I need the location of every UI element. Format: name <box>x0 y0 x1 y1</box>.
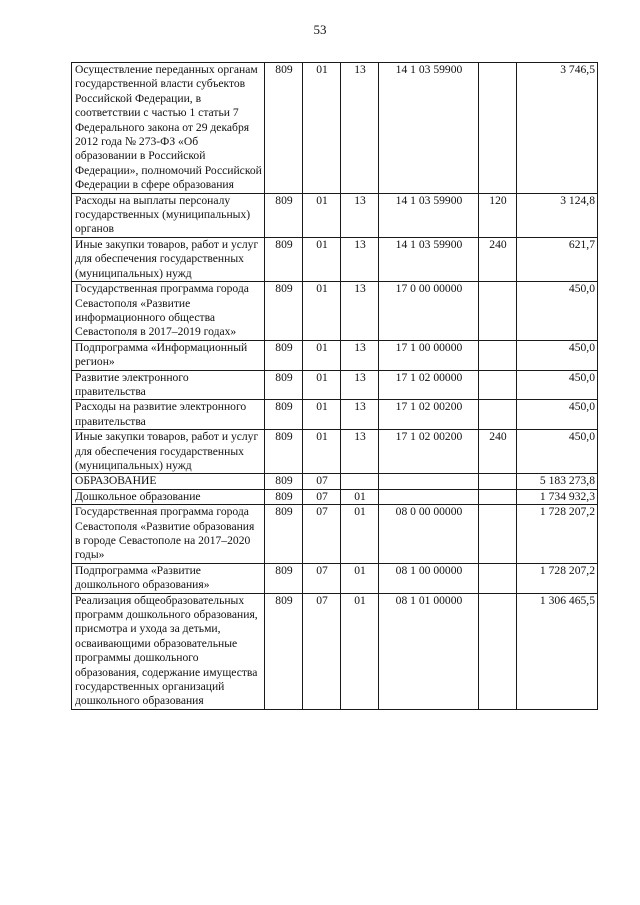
expense-name-cell: Расходы на выплаты персоналу государственных (муниципальных) органов <box>72 193 265 237</box>
expense-name-cell: Подпрограмма «Информационный регион» <box>72 340 265 370</box>
target-article-cell <box>379 474 479 489</box>
table-row <box>72 505 598 564</box>
subsection-code-cell: 13 <box>341 340 379 370</box>
amount-cell: 3 124,8 <box>517 193 598 237</box>
section-code-cell: 07 <box>303 474 341 489</box>
section-code-cell: 01 <box>303 282 341 341</box>
page-number: 53 <box>313 22 327 37</box>
section-code-cell: 01 <box>303 370 341 400</box>
expense-type-cell <box>479 400 517 430</box>
amount-cell: 3 746,5 <box>517 63 598 194</box>
expense-name-cell: Государственная программа города Севастополя «Развитие информационного общества Севастополя в 2017–2019 годах» <box>72 282 265 341</box>
department-code-cell: 809 <box>265 63 303 194</box>
expense-type-cell <box>479 474 517 489</box>
target-article-cell: 14 1 03 59900 <box>379 237 479 281</box>
target-article-cell: 17 1 02 00000 <box>379 370 479 400</box>
target-article-cell: 08 1 01 00000 <box>379 593 479 709</box>
table-row <box>72 193 598 237</box>
target-article-cell: 17 1 00 00000 <box>379 340 479 370</box>
section-code-cell: 01 <box>303 400 341 430</box>
section-code-cell: 01 <box>303 340 341 370</box>
table-row <box>72 340 598 370</box>
table-row <box>72 237 598 281</box>
target-article-cell: 14 1 03 59900 <box>379 63 479 194</box>
expense-name-cell: Государственная программа города Севастополя «Развитие образования в городе Севастополе на 2017–2020 годы» <box>72 505 265 564</box>
target-article-cell: 14 1 03 59900 <box>379 193 479 237</box>
department-code-cell: 809 <box>265 237 303 281</box>
expense-name-cell: Осуществление переданных органам государственной власти субъектов Российской Федерации, в соответствии с частью 1 статьи 7 Федерального закона от 29 декабря 2012 года № 273-ФЗ «Об образовании в Российской Федерации», полномочий Российской Федерации в сфере образования <box>72 63 265 194</box>
expense-type-cell <box>479 505 517 564</box>
subsection-code-cell: 01 <box>341 505 379 564</box>
target-article-cell: 08 1 00 00000 <box>379 563 479 593</box>
subsection-code-cell: 01 <box>341 563 379 593</box>
table-row <box>72 593 598 709</box>
section-code-cell: 01 <box>303 193 341 237</box>
department-code-cell: 809 <box>265 370 303 400</box>
section-code-cell: 07 <box>303 505 341 564</box>
expense-name-cell: Расходы на развитие электронного правительства <box>72 400 265 430</box>
budget-table <box>71 62 598 710</box>
target-article-cell: 17 1 02 00200 <box>379 400 479 430</box>
department-code-cell: 809 <box>265 400 303 430</box>
section-code-cell: 07 <box>303 489 341 504</box>
department-code-cell: 809 <box>265 430 303 474</box>
expense-type-cell <box>479 282 517 341</box>
subsection-code-cell: 13 <box>341 370 379 400</box>
expense-name-cell: Иные закупки товаров, работ и услуг для обеспечения государственных (муниципальных) нужд <box>72 430 265 474</box>
table-row <box>72 282 598 341</box>
expense-type-cell: 120 <box>479 193 517 237</box>
table-row <box>72 430 598 474</box>
department-code-cell: 809 <box>265 340 303 370</box>
expense-name-cell: Реализация общеобразовательных программ дошкольного образования, присмотра и ухода за детьми, осваивающими образовательные программы дошкольного образования, содержание имущества государственных организаций дошкольного образования <box>72 593 265 709</box>
department-code-cell: 809 <box>265 593 303 709</box>
department-code-cell: 809 <box>265 563 303 593</box>
section-code-cell: 01 <box>303 237 341 281</box>
department-code-cell: 809 <box>265 282 303 341</box>
expense-type-cell <box>479 340 517 370</box>
expense-type-cell <box>479 489 517 504</box>
section-code-cell: 01 <box>303 63 341 194</box>
subsection-code-cell: 01 <box>341 489 379 504</box>
amount-cell: 450,0 <box>517 400 598 430</box>
subsection-code-cell: 13 <box>341 193 379 237</box>
target-article-cell <box>379 489 479 504</box>
department-code-cell: 809 <box>265 193 303 237</box>
amount-cell: 1 734 932,3 <box>517 489 598 504</box>
amount-cell: 450,0 <box>517 370 598 400</box>
expense-name-cell: ОБРАЗОВАНИЕ <box>72 474 265 489</box>
table-row <box>72 489 598 504</box>
amount-cell: 450,0 <box>517 282 598 341</box>
expense-name-cell: Дошкольное образование <box>72 489 265 504</box>
amount-cell: 1 728 207,2 <box>517 505 598 564</box>
expense-type-cell <box>479 593 517 709</box>
department-code-cell: 809 <box>265 505 303 564</box>
section-code-cell: 07 <box>303 563 341 593</box>
amount-cell: 1 306 465,5 <box>517 593 598 709</box>
expense-name-cell: Иные закупки товаров, работ и услуг для обеспечения государственных (муниципальных) нужд <box>72 237 265 281</box>
department-code-cell: 809 <box>265 474 303 489</box>
amount-cell: 450,0 <box>517 430 598 474</box>
subsection-code-cell: 13 <box>341 237 379 281</box>
target-article-cell: 08 0 00 00000 <box>379 505 479 564</box>
expense-type-cell: 240 <box>479 237 517 281</box>
amount-cell: 450,0 <box>517 340 598 370</box>
section-code-cell: 01 <box>303 430 341 474</box>
table-row <box>72 563 598 593</box>
department-code-cell: 809 <box>265 489 303 504</box>
table-row <box>72 370 598 400</box>
expense-name-cell: Развитие электронного правительства <box>72 370 265 400</box>
subsection-code-cell: 13 <box>341 282 379 341</box>
amount-cell: 621,7 <box>517 237 598 281</box>
expense-type-cell: 240 <box>479 430 517 474</box>
table-row <box>72 63 598 194</box>
subsection-code-cell: 01 <box>341 593 379 709</box>
expense-type-cell <box>479 563 517 593</box>
subsection-code-cell <box>341 474 379 489</box>
table-row <box>72 474 598 489</box>
expense-type-cell <box>479 63 517 194</box>
subsection-code-cell: 13 <box>341 63 379 194</box>
subsection-code-cell: 13 <box>341 430 379 474</box>
expense-type-cell <box>479 370 517 400</box>
subsection-code-cell: 13 <box>341 400 379 430</box>
expense-name-cell: Подпрограмма «Развитие дошкольного образования» <box>72 563 265 593</box>
table-row <box>72 400 598 430</box>
amount-cell: 1 728 207,2 <box>517 563 598 593</box>
section-code-cell: 07 <box>303 593 341 709</box>
target-article-cell: 17 0 00 00000 <box>379 282 479 341</box>
amount-cell: 5 183 273,8 <box>517 474 598 489</box>
target-article-cell: 17 1 02 00200 <box>379 430 479 474</box>
